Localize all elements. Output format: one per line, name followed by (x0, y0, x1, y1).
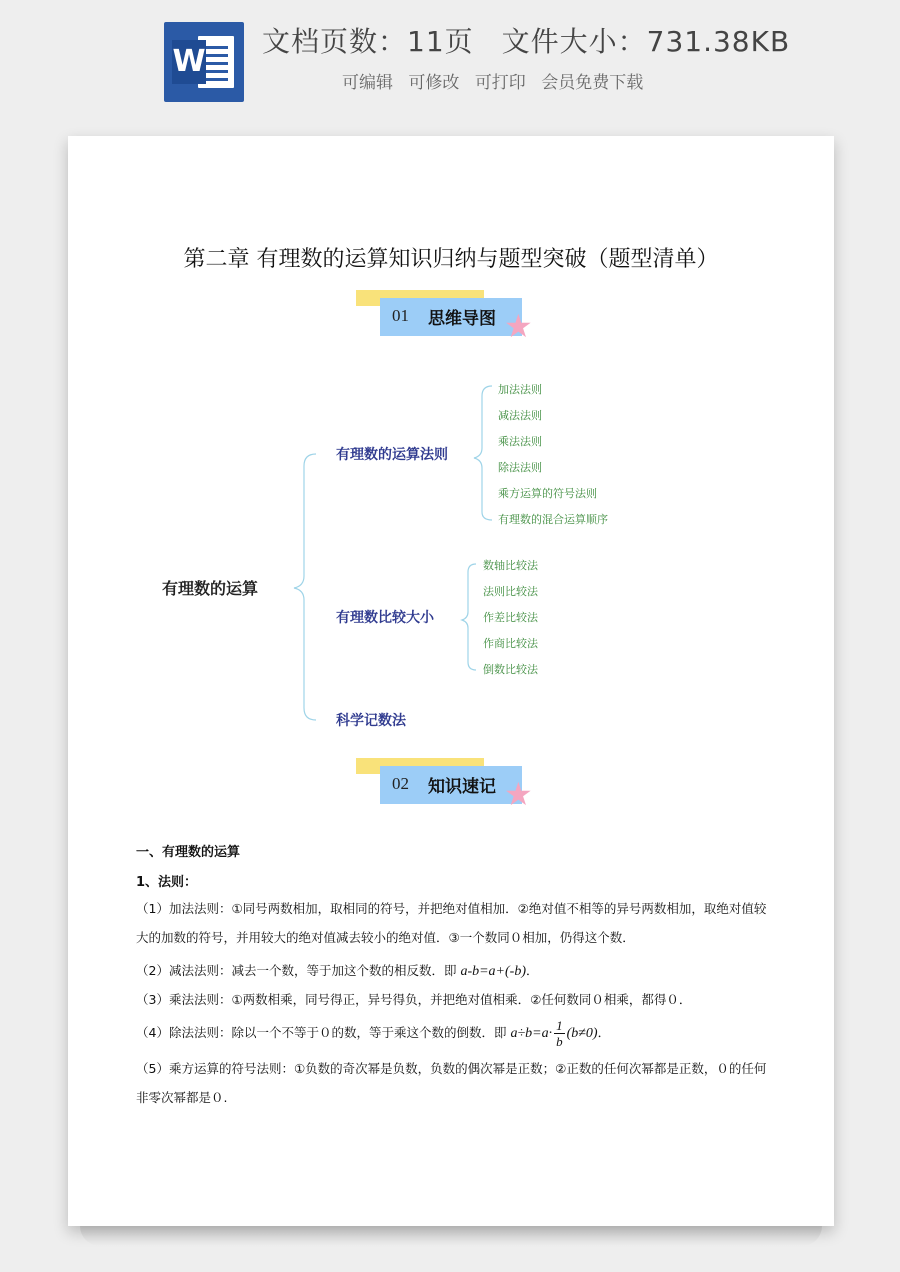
mindmap-brackets (68, 136, 834, 756)
feature-printable: 可打印 (474, 73, 526, 93)
word-doc-icon (164, 22, 244, 102)
subtraction-formula: a-b=a+(-b) (460, 964, 526, 979)
feature-editable: 可编辑 (342, 73, 393, 93)
document-title: 第二章 有理数的运算知识归纳与题型突破（题型清单） (183, 247, 719, 272)
star-icon: ★ (504, 775, 533, 813)
mindmap-branch-rules: 有理数的运算法则 (336, 447, 448, 463)
rule-division-text: （4）除法法则：除以一个不等于０的数，等于乘这个数的倒数．即 (136, 1025, 511, 1040)
mindmap-leaf: 除法法则 (498, 461, 542, 474)
section-number: 01 (392, 306, 409, 325)
star-icon: ★ (504, 307, 533, 345)
rule-subtraction-end: ． (525, 963, 539, 978)
branch1-bracket (474, 386, 492, 520)
division-formula-right: (b≠0) (566, 1026, 598, 1041)
rule-addition: （1）加法法则：①同号两数相加，取相同的符号，并把绝对值相加．②绝对值不相等的异号两数相加，取绝对值较大的加数的符号，并用较大的绝对值减去较小的绝对值．③一个数同０相加，仍得这个数． (136, 901, 767, 945)
rule-power-sign: （5）乘方运算的符号法则：①负数的奇次幂是负数，负数的偶次幂是正数；②正数的任何次幂都是正数，０的任何非零次幂都是０. (136, 1061, 767, 1105)
mindmap-branch-compare: 有理数比较大小 (336, 610, 434, 626)
mindmap-root: 有理数的运算 (162, 579, 259, 598)
mindmap-leaf: 作差比较法 (483, 611, 538, 624)
mindmap-leaf: 乘方运算的符号法则 (498, 487, 597, 500)
rule-division (136, 1016, 776, 1051)
mindmap-branch-scientific: 科学记数法 (336, 713, 406, 729)
division-fraction (554, 1018, 565, 1049)
feature-member-download[interactable]: 会员免费下载 (541, 73, 644, 93)
badge-blue-box (380, 766, 522, 804)
mindmap-leaf: 有理数的混合运算顺序 (498, 513, 608, 526)
rule-subtraction (136, 956, 776, 986)
mindmap-leaf: 作商比较法 (483, 637, 538, 650)
mindmap-leaf: 加法法则 (498, 383, 542, 396)
mindmap-leaf: 减法法则 (498, 409, 542, 422)
heading-operations: 一、有理数的运算 (136, 845, 241, 860)
section-label: 知识速记 (428, 777, 496, 797)
fraction-numerator: 1 (556, 1018, 563, 1033)
file-size: 文件大小：731.38KB (501, 25, 791, 58)
branch2-bracket (462, 564, 476, 670)
word-letter: W (172, 40, 206, 84)
paper-shadow (80, 1226, 822, 1246)
mindmap-leaf: 法则比较法 (483, 585, 538, 598)
fraction-denominator: b (556, 1034, 563, 1049)
document-page (68, 136, 834, 1226)
download-banner (0, 0, 900, 120)
mindmap-leaf: 数轴比较法 (483, 559, 538, 572)
page-count: 文档页数：11页 (262, 25, 474, 58)
rule-subtraction-text: （2）减法法则：减去一个数，等于加这个数的相反数．即 (136, 963, 461, 978)
heading-rules: 1、法则： (136, 875, 198, 890)
rule-division-end: ． (597, 1025, 611, 1040)
division-formula-left: a÷b=a· (510, 1026, 553, 1041)
section-label: 思维导图 (428, 309, 496, 329)
mindmap-leaf: 倒数比较法 (483, 663, 538, 676)
section-number: 02 (392, 774, 409, 793)
root-bracket (294, 454, 316, 720)
feature-list (342, 68, 653, 93)
feature-modifiable: 可修改 (408, 73, 460, 93)
section-badge-knowledge (356, 758, 536, 813)
rule-multiplication: （3）乘法法则：①两数相乘，同号得正，异号得负，并把绝对值相乘．②任何数同０相乘，都得０． (136, 992, 692, 1007)
mindmap-leaf: 乘法法则 (498, 435, 542, 448)
file-info (262, 20, 818, 60)
